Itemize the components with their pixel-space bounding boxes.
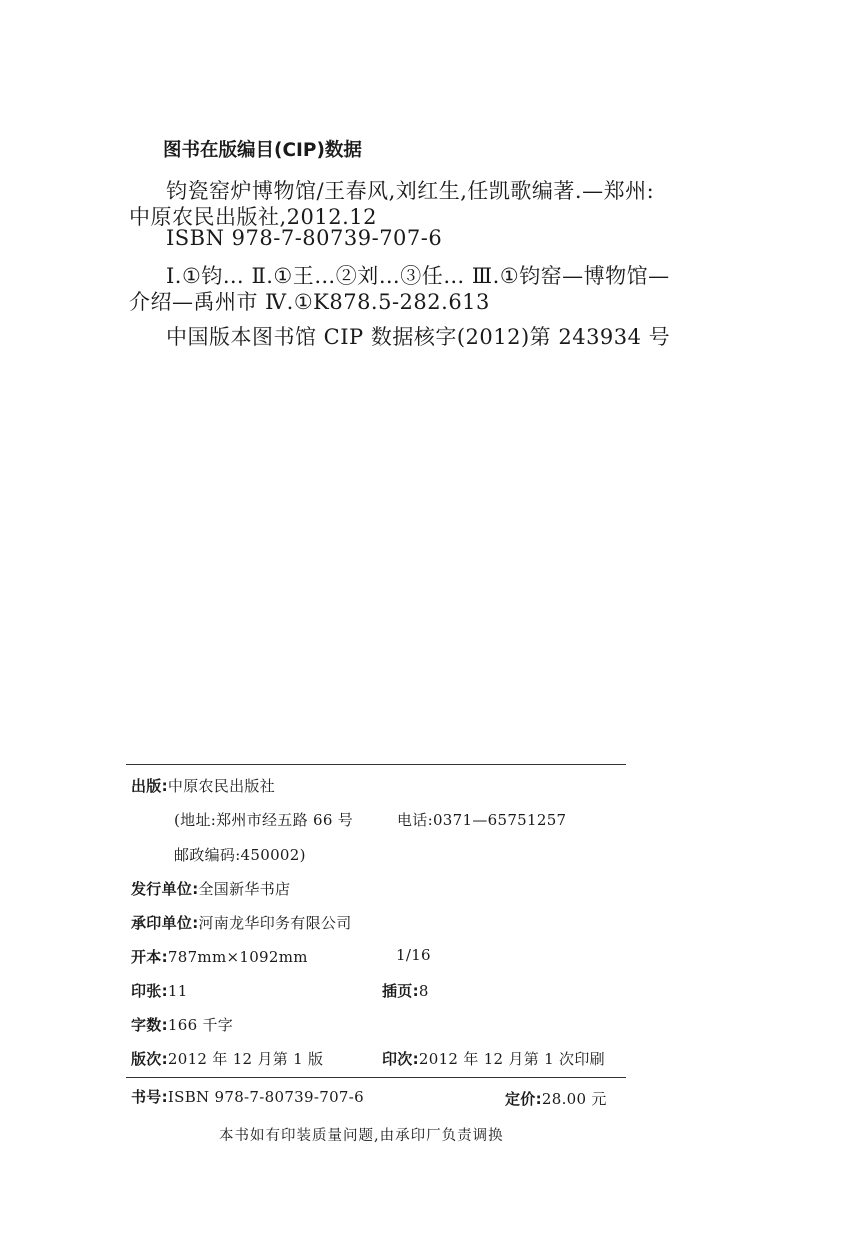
word-count-label: 字数:	[131, 1016, 168, 1034]
format-fraction: 1/16	[396, 946, 431, 964]
printer-value: 河南龙华印务有限公司	[198, 914, 352, 932]
cip-verification-number: 中国版本图书馆 CIP 数据核字(2012)第 243934 号	[166, 325, 671, 349]
cip-classification-line-1: Ⅰ.①钧… Ⅱ.①王…②刘…③任… Ⅲ.①钧窑—博物馆—	[166, 264, 670, 288]
word-count-value: 166 千字	[167, 1016, 234, 1034]
sheets-value: 11	[167, 982, 188, 1000]
publisher-value: 中原农民出版社	[167, 777, 276, 795]
cip-entry-line-1: 钧瓷窑炉博物馆/王春风,刘红生,任凯歌编著.—郑州:	[166, 179, 655, 203]
edition-value: 2012 年 12 月第 1 版	[167, 1050, 324, 1068]
cip-entry-line-2: 中原农民出版社,2012.12	[129, 205, 378, 229]
format-value: 787mm×1092mm	[167, 948, 308, 966]
printing-value: 2012 年 12 月第 1 次印刷	[418, 1050, 605, 1068]
distributor-row	[131, 878, 290, 899]
word-count-row	[131, 1014, 233, 1035]
colophon-top-divider	[126, 764, 626, 765]
format-label: 开本:	[131, 948, 168, 966]
cip-title: 图书在版编目(CIP)数据	[163, 140, 362, 161]
publisher-postcode: 邮政编码:450002)	[174, 846, 306, 864]
format-row	[131, 946, 308, 967]
quality-notice: 本书如有印装质量问题,由承印厂负责调换	[219, 1128, 504, 1144]
cip-classification-line-2: 介绍—禹州市 Ⅳ.①K878.5-282.613	[129, 290, 490, 314]
plates-value: 8	[418, 982, 429, 1000]
colophon-bottom-divider	[126, 1077, 626, 1078]
printer-label: 承印单位:	[131, 914, 199, 932]
sheets-row	[131, 980, 188, 1001]
publisher-label: 出版:	[131, 777, 168, 795]
publisher-row	[131, 775, 275, 796]
printing-label: 印次:	[382, 1050, 419, 1068]
price-value: 28.00 元	[541, 1090, 607, 1108]
isbn-value: ISBN 978-7-80739-707-6	[167, 1088, 364, 1106]
price-row	[505, 1088, 607, 1109]
plates-label: 插页:	[382, 982, 419, 1000]
publisher-phone: 电话:0371—65751257	[397, 811, 567, 829]
edition-row	[131, 1048, 323, 1069]
plates-row	[382, 980, 429, 1001]
edition-label: 版次:	[131, 1050, 168, 1068]
isbn-row	[131, 1086, 364, 1107]
printer-row	[131, 912, 352, 933]
distributor-label: 发行单位:	[131, 880, 199, 898]
sheets-label: 印张:	[131, 982, 168, 1000]
price-label: 定价:	[505, 1090, 542, 1108]
publisher-address: (地址:郑州市经五路 66 号	[174, 811, 354, 829]
cip-isbn-line: ISBN 978-7-80739-707-6	[166, 226, 443, 250]
distributor-value: 全国新华书店	[198, 880, 291, 898]
isbn-label: 书号:	[131, 1088, 168, 1106]
printing-row	[382, 1048, 605, 1069]
